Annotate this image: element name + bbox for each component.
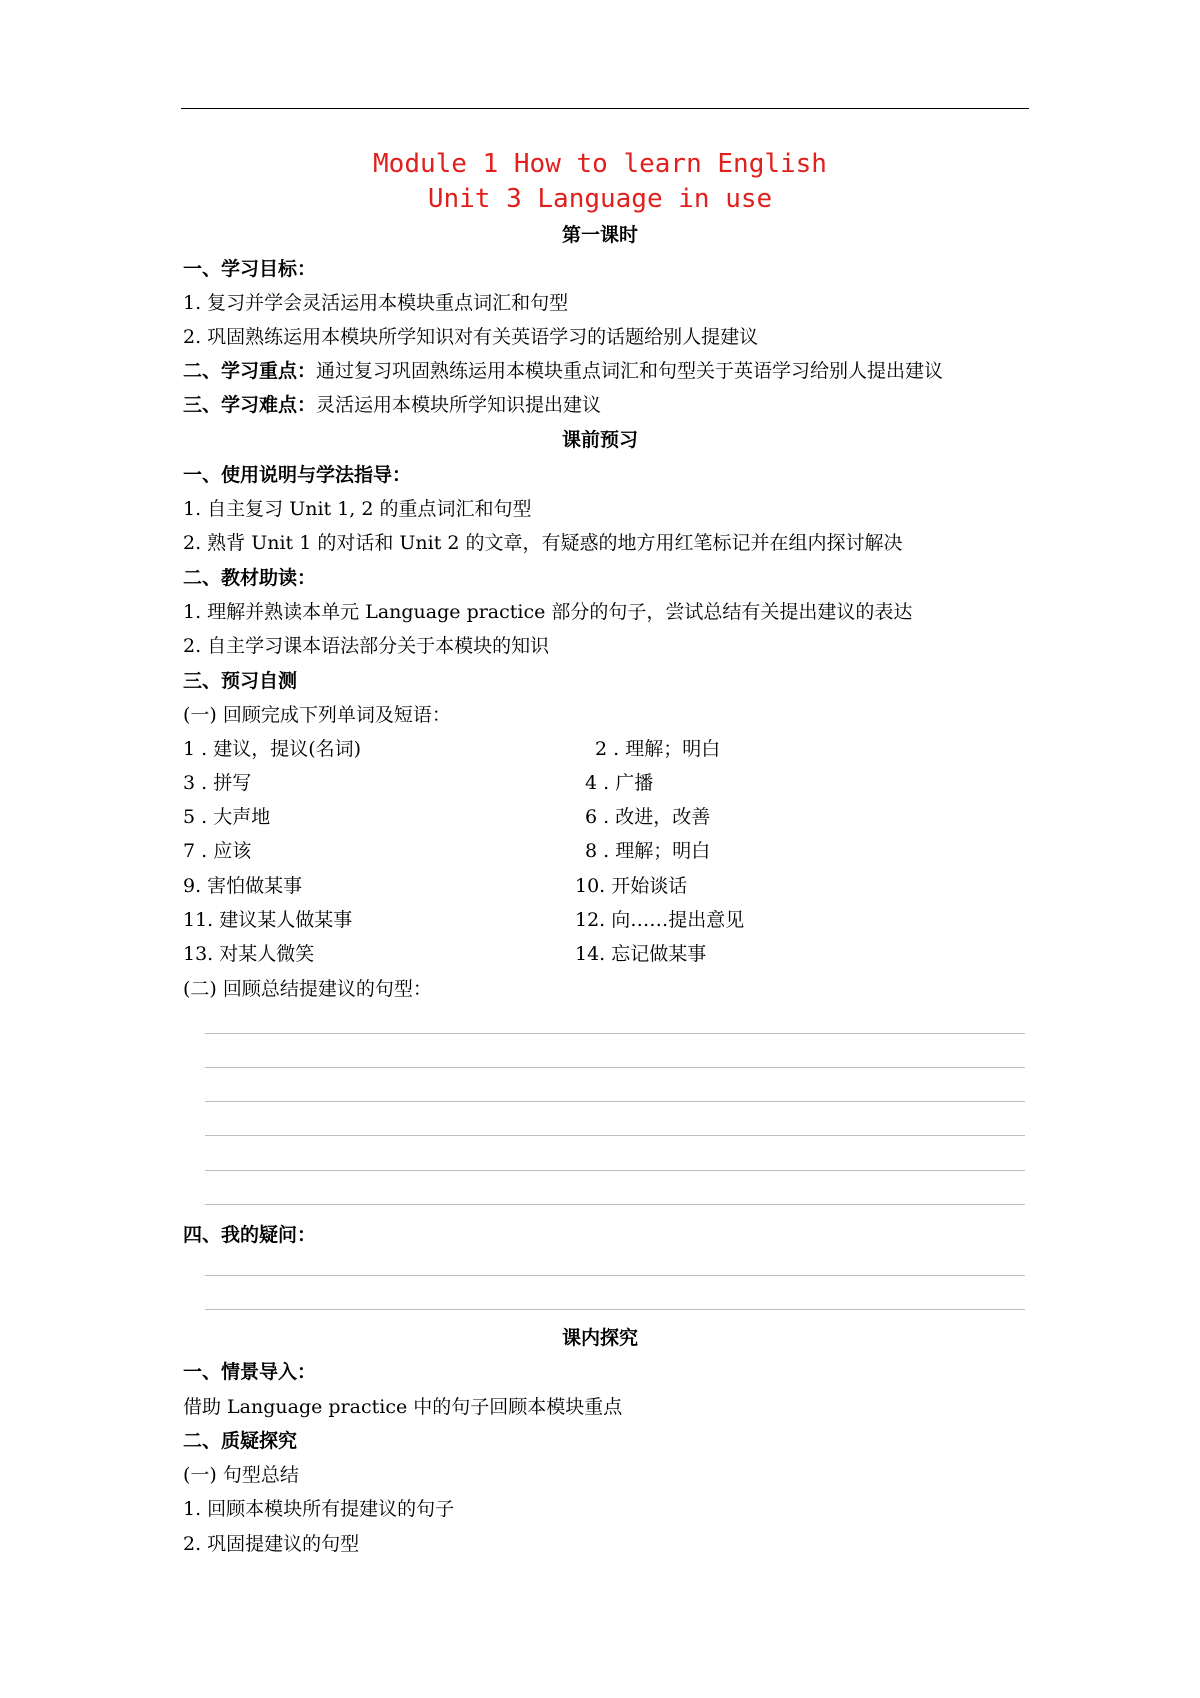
answer-line bbox=[205, 1204, 1025, 1205]
goal-item-1: 1. 复习并学会灵活运用本模块重点词汇和句型 bbox=[183, 292, 569, 314]
vocab-item-12: 12. 向……提出意见 bbox=[575, 909, 745, 931]
module-title: Module 1 How to learn English bbox=[373, 149, 827, 179]
difficulties-text: 灵活运用本模块所学知识提出建议 bbox=[316, 394, 602, 416]
vocab-item-13: 13. 对某人微笑 bbox=[183, 943, 315, 965]
answer-line bbox=[205, 1033, 1025, 1034]
goal-item-2: 2. 巩固熟练运用本模块所学知识对有关英语学习的话题给别人提建议 bbox=[183, 326, 759, 348]
reading-item-2: 2. 自主学习课本语法部分关于本模块的知识 bbox=[183, 635, 550, 657]
question-line bbox=[205, 1309, 1025, 1310]
self-test-heading: 三、预习自测 bbox=[183, 670, 298, 692]
vocab-item-8: 8 . 理解；明白 bbox=[585, 840, 711, 862]
reading-item-1: 1. 理解并熟读本单元 Language practice 部分的句子，尝试总结有关提出建议的表达 bbox=[183, 601, 913, 623]
inquiry-heading: 二、质疑探究 bbox=[183, 1430, 298, 1452]
explore-heading: 课内探究 bbox=[561, 1327, 638, 1349]
vocab-item-4: 4 . 广播 bbox=[585, 772, 654, 794]
vocab-item-1: 1 . 建议，提议(名词) bbox=[183, 738, 362, 760]
guide-item-1: 1. 自主复习 Unit 1, 2 的重点词汇和句型 bbox=[183, 498, 532, 520]
vocab-item-5: 5 . 大声地 bbox=[183, 806, 271, 828]
answer-line bbox=[205, 1170, 1025, 1171]
key-points-label: 二、学习重点： bbox=[183, 360, 317, 382]
vocab-item-6: 6 . 改进，改善 bbox=[585, 806, 711, 828]
difficulties-label: 三、学习难点： bbox=[183, 394, 317, 416]
intro-text: 借助 Language practice 中的句子回顾本模块重点 bbox=[183, 1396, 623, 1418]
self-test-part1: (一) 回顾完成下列单词及短语： bbox=[183, 704, 451, 726]
vocab-item-9: 9. 害怕做某事 bbox=[183, 875, 303, 897]
answer-line bbox=[205, 1067, 1025, 1068]
vocab-item-11: 11. 建议某人做某事 bbox=[183, 909, 353, 931]
vocab-item-2: 2 . 理解；明白 bbox=[595, 738, 721, 760]
vocab-item-3: 3 . 拼写 bbox=[183, 772, 252, 794]
vocab-item-7: 7 . 应该 bbox=[183, 840, 252, 862]
answer-line bbox=[205, 1135, 1025, 1136]
key-points bbox=[183, 358, 943, 384]
guide-heading: 一、使用说明与学法指导： bbox=[183, 464, 412, 486]
unit-title: Unit 3 Language in use bbox=[427, 184, 773, 214]
difficulties bbox=[183, 392, 601, 418]
answer-line bbox=[205, 1101, 1025, 1102]
header-rule bbox=[181, 108, 1029, 109]
preview-heading: 课前预习 bbox=[561, 429, 638, 451]
vocab-item-10: 10. 开始谈话 bbox=[575, 875, 688, 897]
goals-heading: 一、学习目标： bbox=[183, 258, 317, 280]
inquiry-item-2: 2. 巩固提建议的句型 bbox=[183, 1533, 360, 1555]
inquiry-item-1: 1. 回顾本模块所有提建议的句子 bbox=[183, 1498, 455, 1520]
reading-heading: 二、教材助读： bbox=[183, 567, 317, 589]
inquiry-part1: (一) 句型总结 bbox=[183, 1464, 299, 1486]
intro-heading: 一、情景导入： bbox=[183, 1361, 317, 1383]
vocab-item-14: 14. 忘记做某事 bbox=[575, 943, 707, 965]
lesson-label: 第一课时 bbox=[561, 224, 638, 246]
question-line bbox=[205, 1275, 1025, 1276]
guide-item-2: 2. 熟背 Unit 1 的对话和 Unit 2 的文章，有疑惑的地方用红笔标记并在组内探讨解决 bbox=[183, 532, 903, 554]
questions-heading: 四、我的疑问： bbox=[183, 1224, 317, 1246]
key-points-text: 通过复习巩固熟练运用本模块重点词汇和句型关于英语学习给别人提出建议 bbox=[316, 360, 944, 382]
self-test-part2: (二) 回顾总结提建议的句型： bbox=[183, 978, 432, 1000]
